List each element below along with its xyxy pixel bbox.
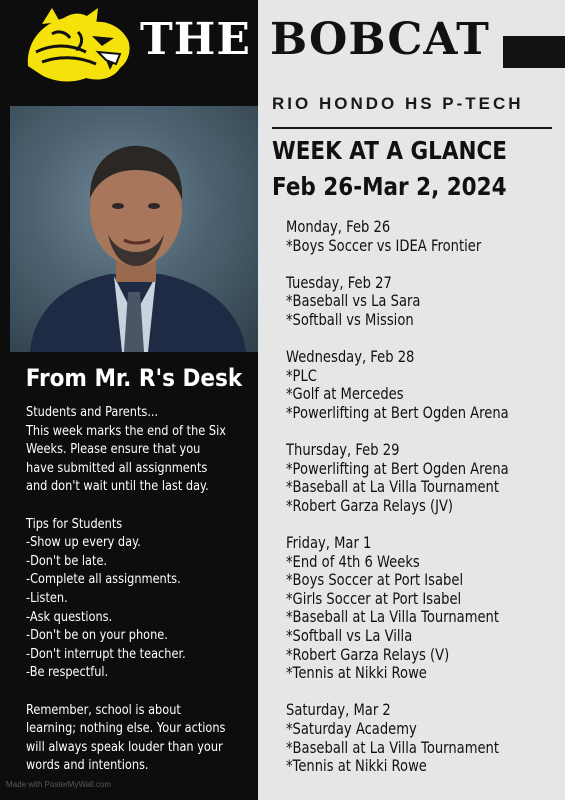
masthead-the: THE [140,14,251,65]
schedule-day-name: Friday, Mar 1 [286,533,372,553]
schedule-day [286,274,548,330]
bobcat-logo-icon [22,8,134,86]
masthead-bobcat: BOBCAT [270,14,490,65]
schedule-day-name: Monday, Feb 26 [286,217,391,236]
schedule-event: *Boys Soccer vs IDEA Frontier [286,235,482,255]
schedule-event: *PLC [286,365,317,385]
schedule-event: *Powerlifting at Bert Ogden Arena [286,458,509,478]
header [0,0,565,88]
schedule-day-name: Saturday, Mar 2 [286,700,391,720]
schedule-event: *Baseball at La Villa Tournament [286,737,500,757]
schedule-event: *Boys Soccer at Port Isabel [286,570,464,590]
watermark: Made with PosterMyWall.com [6,780,112,789]
principal-photo [10,106,258,352]
schedule-event: *Tennis at Nikki Rowe [286,663,427,683]
schedule-event: *End of 4th 6 Weeks [286,551,420,571]
schedule-event: *Powerlifting at Bert Ogden Arena [286,402,509,422]
desk-closing: Remember, school is about learning; nothing else. Your actions will always speak louder than your words and intentions. [26,702,226,774]
schedule-event: *Robert Garza Relays (V) [286,644,450,664]
desk-title: From Mr. R's Desk [25,364,243,392]
school-name: RIO HONDO HS P-TECH [272,94,524,113]
week-heading: WEEK AT A GLANCE [272,136,507,165]
schedule-event: *Girls Soccer at Port Isabel [286,588,462,608]
schedule-day [286,348,548,422]
week-dates: Feb 26-Mar 2, 2024 [272,172,507,201]
schedule-day [286,701,548,775]
desk-tips: Tips for Students -Show up every day. -Don't be late. -Complete all assignments. -Listen. -Ask questions. -Don't be on your phone. -Don't interrupt the teacher. -Be respectful. [26,516,186,681]
divider-rule [272,127,552,129]
schedule-day [286,218,548,255]
desk-intro: Students and Parents... This week marks the end of the Six Weeks. Please ensure that you have submitted all assignments and don't wait until the last day. [26,405,226,495]
schedule-event: *Tennis at Nikki Rowe [286,756,427,776]
schedule-day-name: Thursday, Feb 29 [286,440,400,460]
masthead-bar [503,36,565,68]
desk-message [26,404,229,776]
schedule-event: *Baseball vs La Sara [286,291,421,311]
schedule-event: *Baseball at La Villa Tournament [286,607,500,627]
schedule-day [286,534,548,683]
schedule-event: *Softball vs La Villa [286,626,413,646]
schedule-day-name: Tuesday, Feb 27 [286,272,392,292]
portrait-illustration [10,106,258,352]
schedule-day-name: Wednesday, Feb 28 [286,347,415,367]
schedule-event: *Softball vs Mission [286,309,414,329]
schedule-list [286,218,548,794]
schedule-event: *Golf at Mercedes [286,384,404,404]
schedule-event: *Baseball at La Villa Tournament [286,477,500,497]
schedule-event: *Saturday Academy [286,719,417,739]
schedule-day [286,441,548,515]
schedule-event: *Robert Garza Relays (JV) [286,495,454,515]
